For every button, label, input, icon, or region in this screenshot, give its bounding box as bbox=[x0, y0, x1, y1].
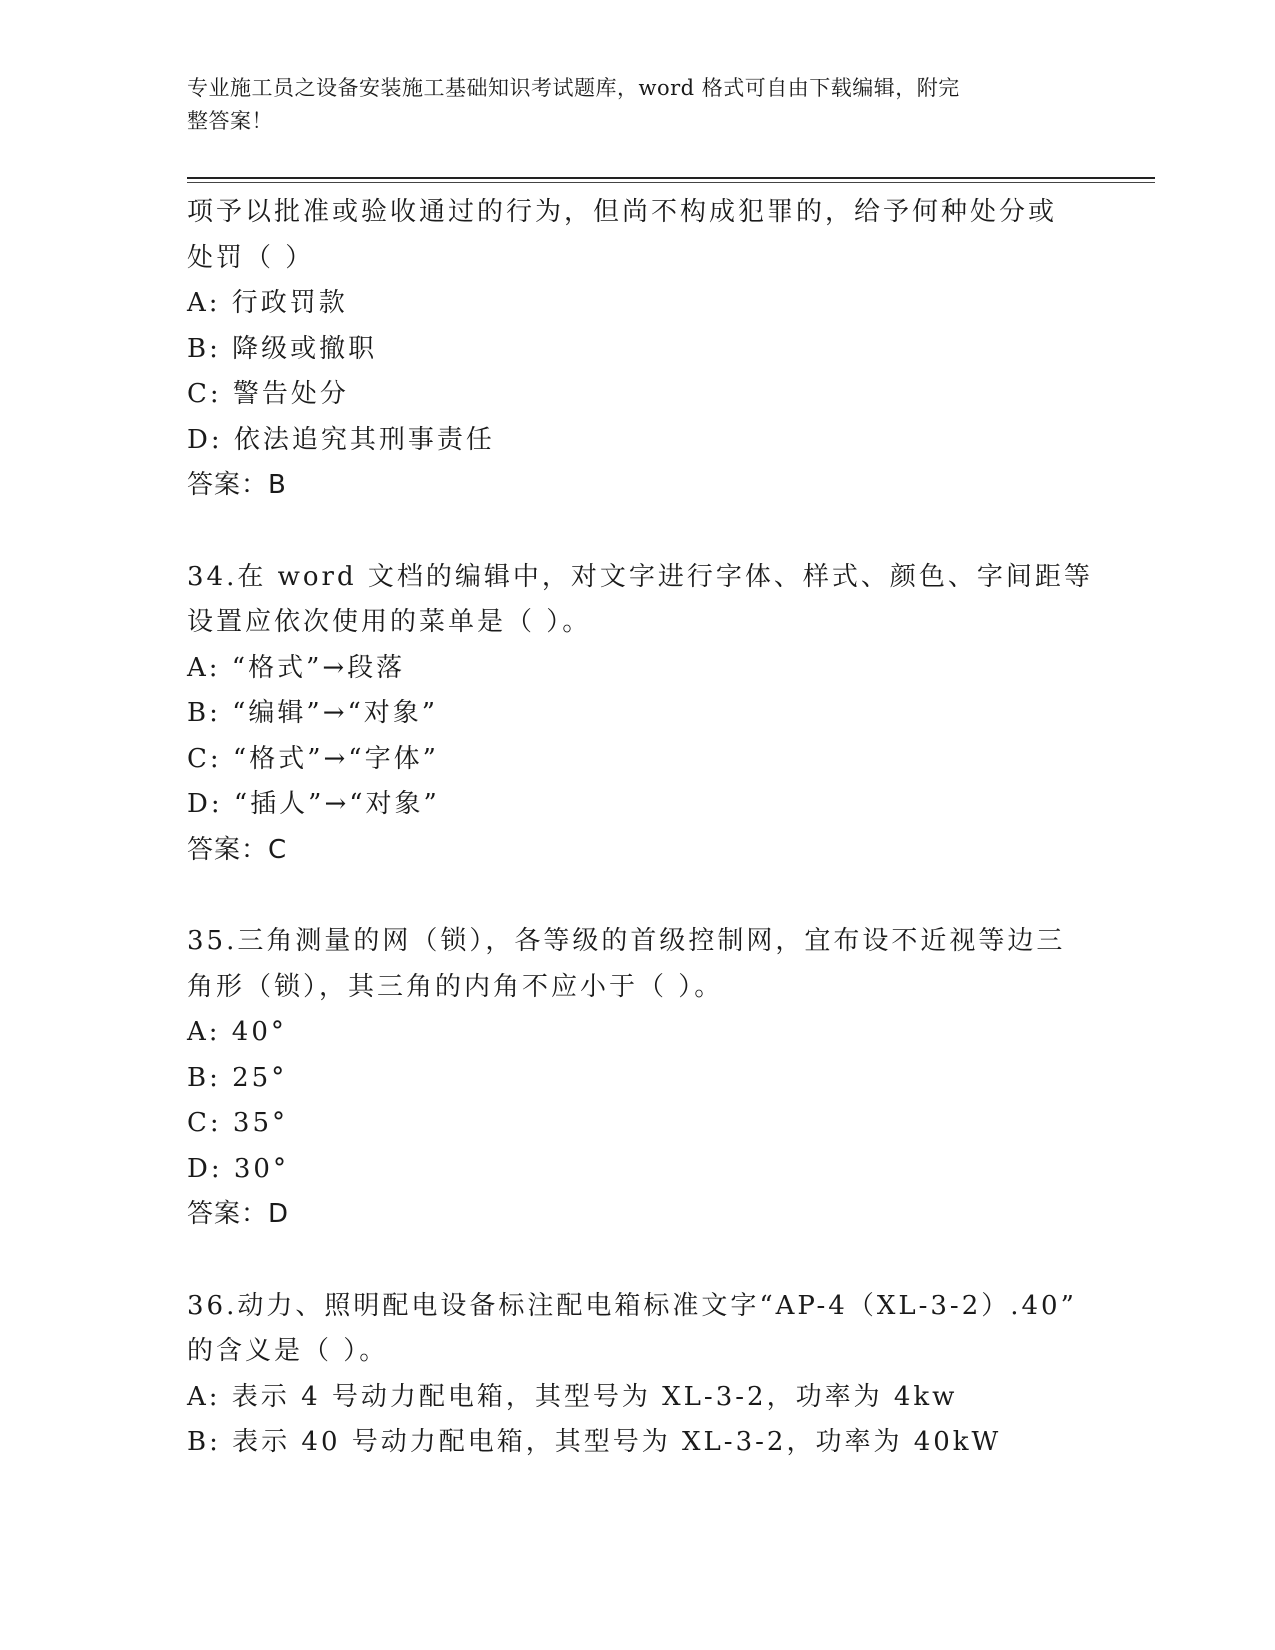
option-a: A: 表示 4 号动力配电箱，其型号为 XL-3-2，功率为 4kw bbox=[187, 1381, 958, 1412]
option-a: A: “格式”→段落 bbox=[187, 652, 406, 683]
spacer bbox=[187, 873, 1087, 919]
question-text-line-2: 设置应依次使用的菜单是（ ）。 bbox=[187, 607, 592, 637]
header-divider-thin bbox=[187, 182, 1155, 183]
question-text-line-2: 角形（锁），其三角的内角不应小于（ ）。 bbox=[187, 971, 724, 1002]
question-text-line-1: 34.在 word 文档的编辑中，对文字进行字体、样式、颜色、字间距等 bbox=[187, 561, 1093, 592]
option-b: B: 表示 40 号动力配电箱，其型号为 XL-3-2，功率为 40kW bbox=[187, 1427, 1002, 1457]
question-33 bbox=[187, 190, 1087, 509]
answer-label: 答案：B bbox=[187, 470, 287, 500]
question-text-line-1: 项予以批准或验收通过的行为，但尚不构成犯罪的，给予何种处分或 bbox=[187, 197, 1058, 227]
question-text-line-2: 的含义是（ ）。 bbox=[187, 1336, 389, 1366]
question-list bbox=[187, 190, 1093, 1466]
question-36 bbox=[187, 1284, 1087, 1466]
option-a: A: 40° bbox=[187, 1017, 287, 1047]
question-text-line-1: 36.动力、照明配电设备标注配电箱标准文字“AP-4（XL-3-2）.40” bbox=[187, 1290, 1077, 1321]
option-b: B: 25° bbox=[187, 1062, 288, 1093]
option-c: C: 35° bbox=[187, 1108, 289, 1138]
option-d: D: 依法追究其刑事责任 bbox=[187, 424, 495, 455]
question-34 bbox=[187, 555, 1093, 874]
spacer bbox=[187, 1238, 1087, 1284]
option-c: C: 警告处分 bbox=[187, 379, 349, 409]
answer-label: 答案：D bbox=[187, 1199, 290, 1229]
option-c: C: “格式”→“字体” bbox=[187, 743, 439, 774]
option-d: D: “插人”→“对象” bbox=[187, 789, 440, 819]
header-line-2: 整答案！ bbox=[187, 109, 273, 133]
option-d: D: 30° bbox=[187, 1153, 289, 1184]
option-a: A: 行政罚款 bbox=[187, 288, 348, 318]
question-35 bbox=[187, 919, 1087, 1238]
question-text-line-2: 处罚（ ） bbox=[187, 242, 315, 273]
spacer bbox=[187, 509, 1087, 555]
option-b: B: “编辑”→“对象” bbox=[187, 698, 439, 728]
option-b: B: 降级或撤职 bbox=[187, 333, 378, 364]
answer-label: 答案：C bbox=[187, 834, 288, 865]
document-header bbox=[187, 72, 1067, 138]
header-divider-thick bbox=[187, 177, 1155, 179]
question-text-line-1: 35.三角测量的网（锁），各等级的首级控制网，宜布设不近视等边三 bbox=[187, 926, 1066, 956]
header-line-1: 专业施工员之设备安装施工基础知识考试题库，word 格式可自由下载编辑，附完 bbox=[187, 76, 960, 100]
